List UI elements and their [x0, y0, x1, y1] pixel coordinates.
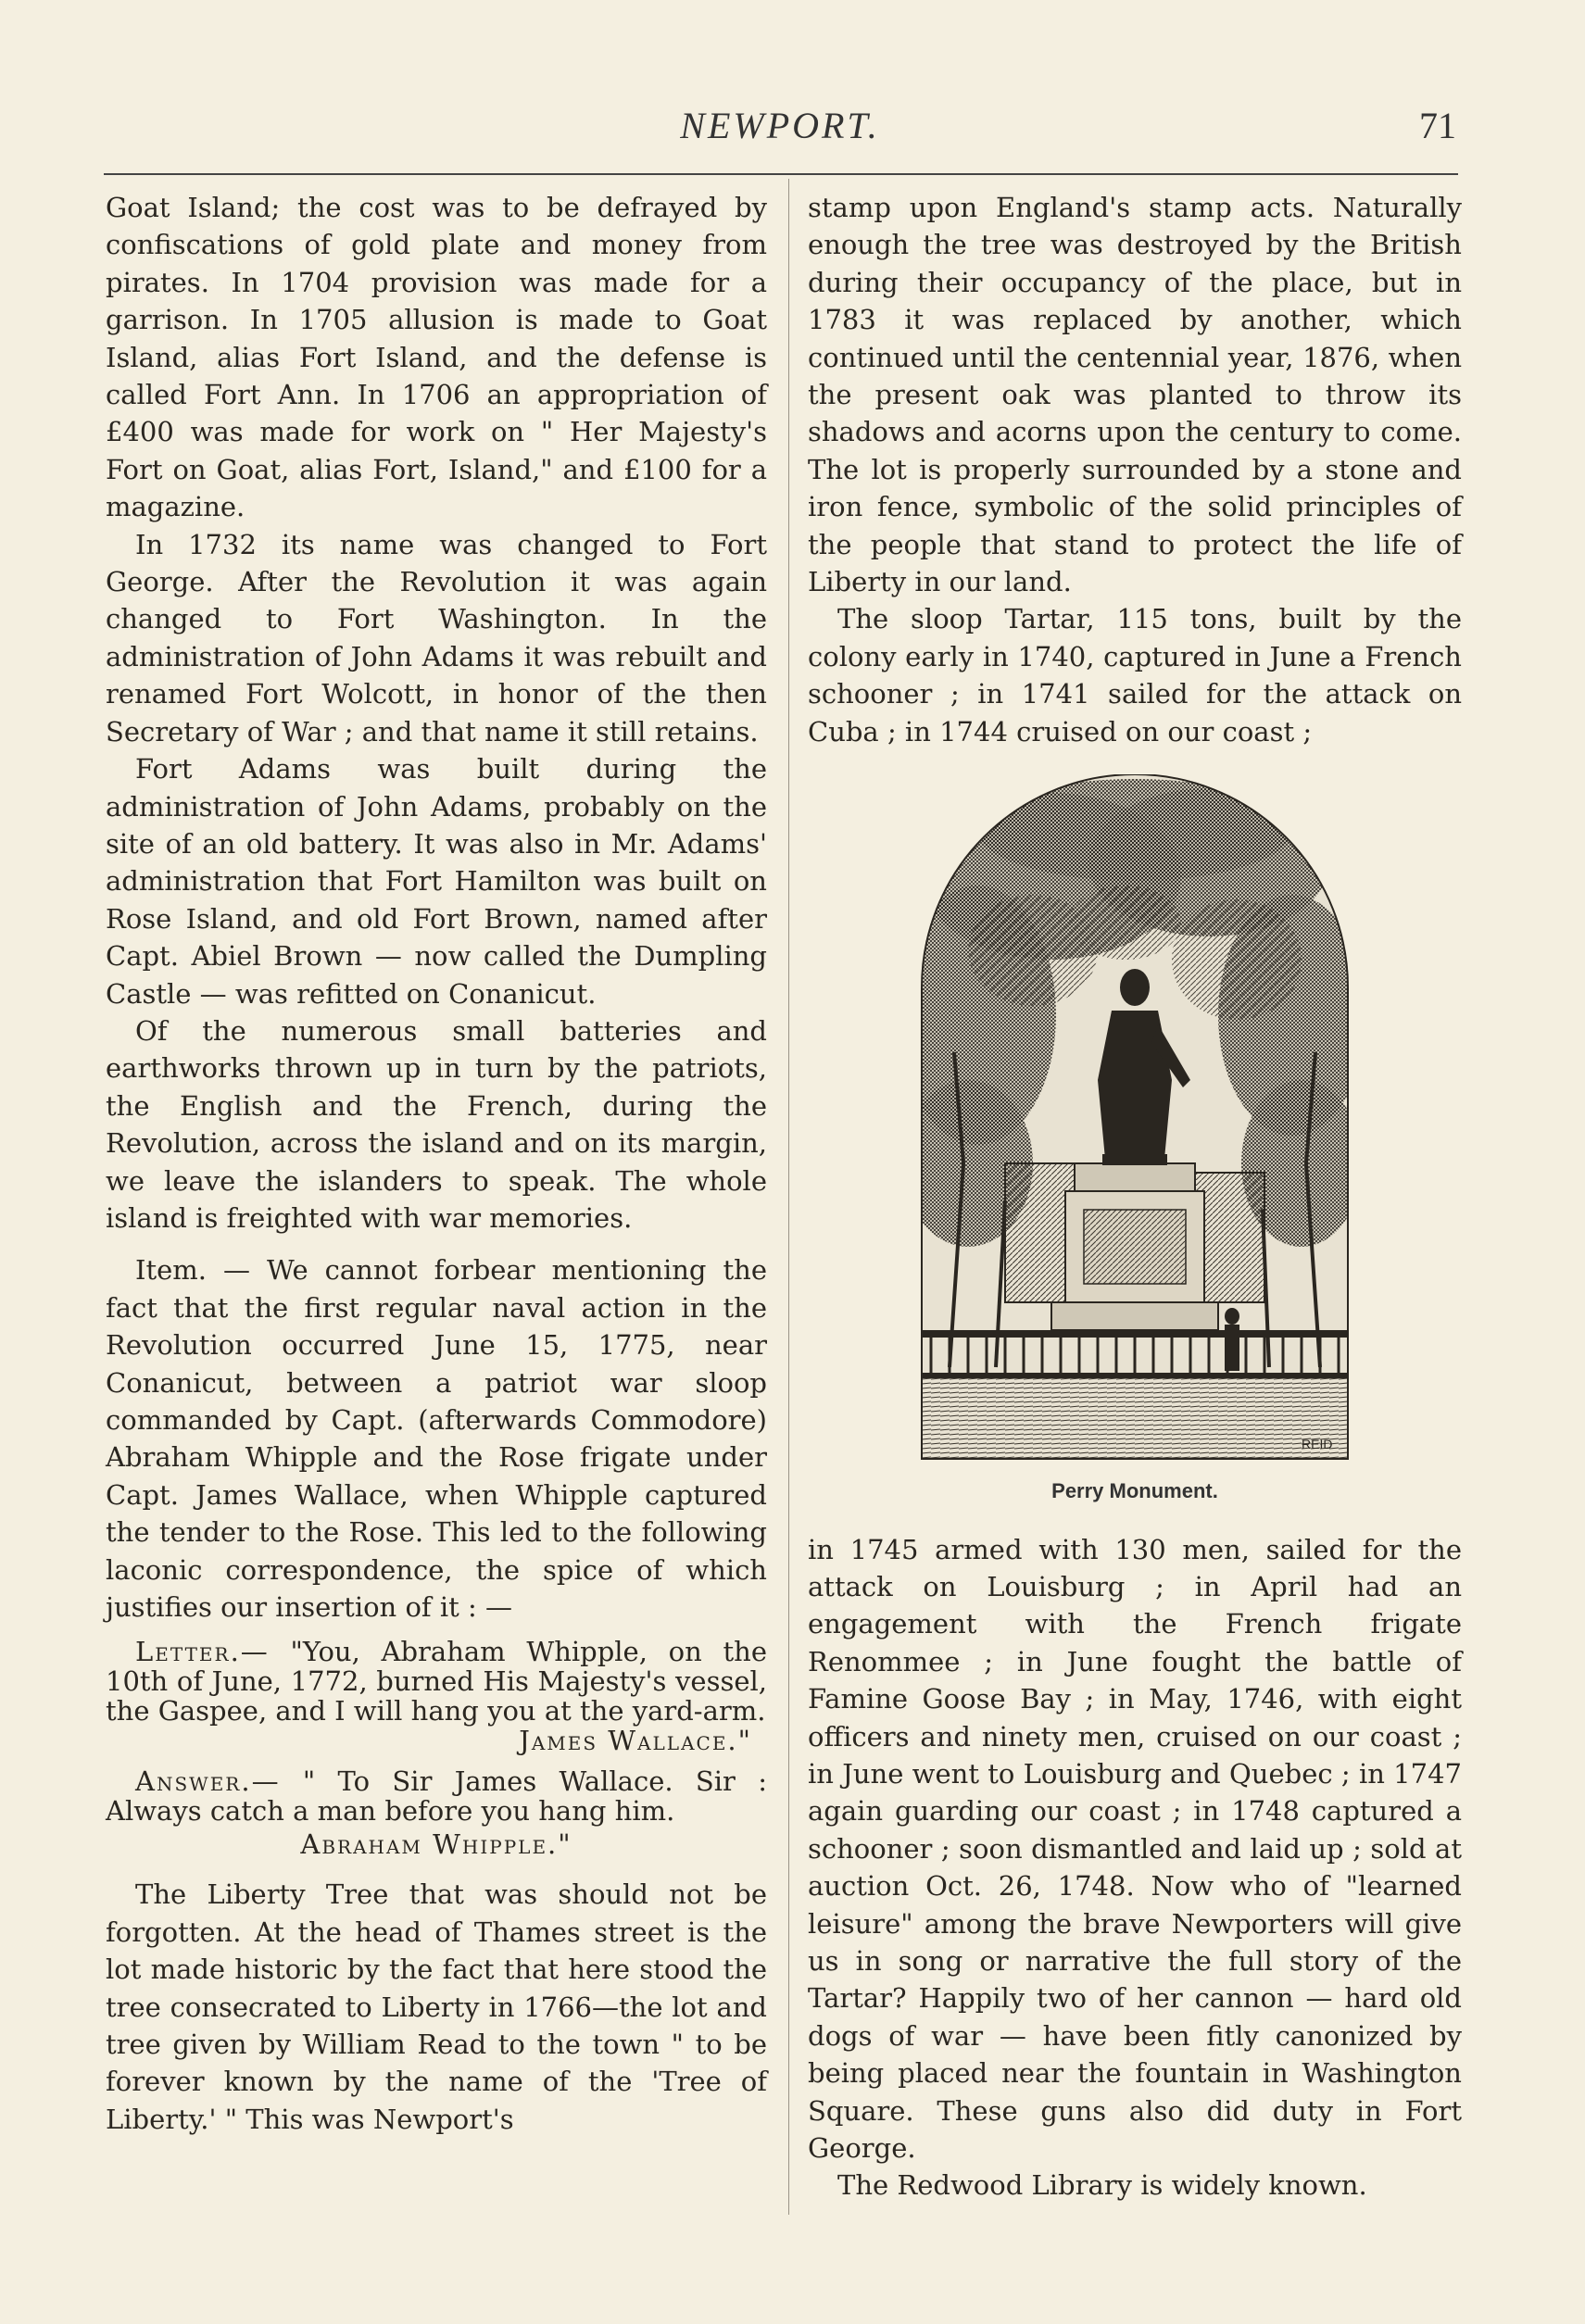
page-number: 71 [1419, 105, 1456, 146]
paragraph: Goat Island; the cost was to be defrayed by confiscations of gold plate and money from pirates. In 1704 provision was made for a garrison. In 1705 allusion is made to Goat Island, alias Fort Island, and the defense is called Fort Ann. In 1706 an appropriation of £400 was made for work on " Her Majesty's Fort on Goat, alias Fort, Island," and £100 for a magazine. [106, 192, 767, 523]
column-divider [788, 179, 789, 2215]
letter-label: Letter.— [135, 1636, 270, 1668]
letter-text: "You, Abraham Whipple, on the 10th of June, 1772, burned His Majesty's vessel, the Gaspee, and I will hang you at the yard-arm. [106, 1636, 767, 1727]
answer-text: " To Sir James Wallace. Sir : Always catch a man before you hang him. [106, 1765, 767, 1828]
perry-monument-engraving [912, 774, 1357, 1460]
paragraph: The Redwood Library is widely known. [837, 2169, 1367, 2202]
figure-caption: Perry Monument. [1051, 1479, 1218, 1503]
paragraph: Of the numerous small batteries and earthworks thrown up in turn by the patriots, the English and the French, during the Revolution, across the island and on its margin, we leave the islanders to speak. The whole island is freighted with war memories. [106, 1014, 767, 1234]
paragraph: Item. — We cannot forbear mentioning the fact that the first regular naval action in the Revolution occurred June 15, 1775, near Conanicut, between a patriot war sloop commanded by Capt. (afterwards Commodore) Abraham Whipple and the Rose frigate under Capt. James Wallace, when Whipple captured the tender to the Rose. This led to the following laconic correspondence, the spice of which justifies our insertion of it : — [106, 1254, 767, 1624]
paragraph: In 1732 its name was changed to Fort George. After the Revolution it was again changed to Fort Washington. In the administration of John Adams it was rebuilt and renamed Fort Wolcott, in honor of the then Secretary of War ; and that name it still retains. [106, 528, 767, 747]
answer-signature: Abraham Whipple." [300, 1828, 572, 1861]
running-head-title: NEWPORT. [680, 105, 880, 146]
paragraph: Fort Adams was built during the administration of John Adams, probably on the site of an old battery. It was also in Mr. Adams' administration that Fort Hamilton was built on Rose Island, and old Fort Brown, named after Capt. Abiel Brown — now called the Dumpling Castle — was refitted on Conanicut. [106, 753, 767, 1010]
paragraph: The Liberty Tree that was should not be forgotten. At the head of Thames street is the lot made historic by the fact that here stood the tree consecrated to Liberty in 1766—the lot and tree given by William Read to the town " to be forever known by the name of the 'Tree of Liberty.' " This was Newport's [106, 1878, 767, 2135]
left-column [106, 189, 767, 2138]
header-rule [104, 173, 1458, 175]
engraver-signature: REID [1302, 1437, 1333, 1452]
letter-quote [106, 1637, 767, 1726]
letter-signature: James Wallace." [519, 1725, 752, 1757]
running-head [104, 104, 1456, 150]
right-column [808, 189, 1462, 2205]
answer-quote [106, 1766, 767, 1826]
paragraph: stamp upon England's stamp acts. Naturally enough the tree was destroyed by the British during their occupancy of the place, but in 1783 it was replaced by another, which continued until the centennial year, 1876, when the present oak was planted to throw its shadows and acorns upon the century to come. The lot is properly surrounded by a stone and iron fence, symbolic of the solid principles of the people that stand to protect the life of Liberty in our land. [808, 192, 1462, 598]
perry-monument-figure [808, 774, 1462, 1510]
answer-label: Answer.— [135, 1765, 281, 1798]
paragraph: in 1745 armed with 130 men, sailed for the attack on Louisburg ; in April had an engagement with the French frigate Renommee ; in June fought the battle of Famine Goose Bay ; in May, 1746, with eight officers and ninety men, cruised on our coast ; in June went to Louisburg and Quebec ; in 1747 again guarding our coast ; in 1748 captured a schooner ; soon dismantled and laid up ; sold at auction Oct. 26, 1748. Now who of "learned leisure" among the brave Newporters will give us in song or narrative the full story of the Tartar? Happily two of her cannon — hard old dogs of war — have been fitly canonized by being placed near the fountain in Washington Square. These guns also did duty in Fort George. [808, 1533, 1462, 2164]
paragraph: The sloop Tartar, 115 tons, built by the colony early in 1740, captured in June a French schooner ; in 1741 sailed for the attack on Cuba ; in 1744 cruised on our coast ; [808, 603, 1462, 747]
